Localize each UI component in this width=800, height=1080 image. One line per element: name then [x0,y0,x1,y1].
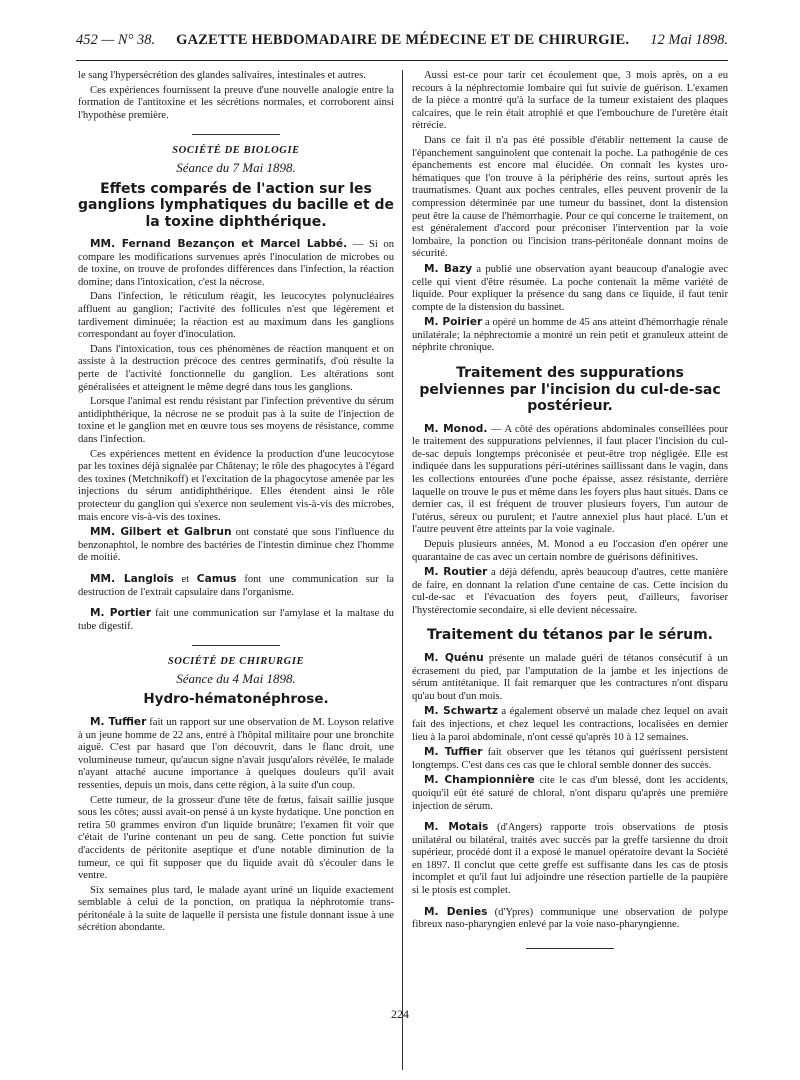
paragraph [412,316,728,355]
paragraph-text: a déjà défendu, après beaucoup d'autres, cette manière de faire, en donnant la relation d'une centaine de cas. Cette incision du cul-de-sac et l'évacuation des foyers peut, d'ailleurs, favoriser l'hystérectomie secondaire, si elle devient nécessaire. [412,567,728,616]
left-column [78,70,394,937]
author-name: M. Denies [424,905,488,918]
paragraph: Dans l'infection, le réticulum réagit, les leucocytes polynucléaires affluent au ganglion; l'activité des follicules n'est que légèrement et tardivement diminuée; la réaction est au maximum dans les ganglions correspondant au foyer d'inoculation. [78,291,394,341]
paragraph: Depuis plusieurs années, M. Monod a eu l'occasion d'en opérer une quarantaine de cas avec un certain nombre de guérisons définitives. [412,538,728,563]
article-title: Traitement du tétanos par le sérum. [427,627,713,644]
session-date: Séance du 4 Mai 1898. [176,670,296,686]
article-title: Traitement des suppurations pelviennes par l'incision du cul-de-sac postérieur. [419,365,721,415]
paragraph: Dans l'intoxication, tous ces phénomènes de réaction manquent et on assiste à la destruction précoce des centres germinatifs, d'où résulte la perte de l'activité fonctionnelle du ganglion. Les altérations sont généralisées et atteignent le même degré dans tous les ganglions. [78,343,394,393]
paragraph-text: a opéré un homme de 45 ans atteint d'hémorrhagie rénale unilatérale; la néphrectomie a montré un rein petit et granuleux atteint de néphrite chronique. [412,317,728,354]
paragraph [412,566,728,617]
author-name: M. Championnière [424,774,535,787]
society-heading: SOCIÉTÉ DE CHIRURGIE [167,656,305,668]
paragraph-text: et [173,573,197,585]
folio-number: 224 [391,1007,409,1021]
paragraph-text: — A côté des opérations abdominales conseillées pour le traitement des suppurations pelviennes, il faut placer l'incision du cul-de-sac depuis longtemps préconisée et peut-être trop négligée. Elle est indiquée dans les suppurations péri-utérines saillissant dans le vagin, dans les collections entourées d'une poche épaisse, assez résistante, derrière laquelle on trouve le pus et même dans les foyers plus haut situés. Dans ce dernier cas, il est fréquent de trouver plusieurs foyers, l'un autour de l'utérus, séreux ou purulent; et l'autre annexiel plus haut placé. L'un et l'autre peuvent être atteints par la voie vaginale. [412,423,728,536]
paragraph-text: fait un rapport sur une observation de M. Loyson relative à un jeune homme de 22 ans, entré à l'hôpital militaire pour une bronchite aiguë. C'est par hasard que l'on découvrit, dans le flanc droit, une volumineuse tumeur, qu'aucun signe n'avait jusqu'alors révélée, le malade n'ayant attaché aucune importance à quelques douleurs qu'il avait ressenties, depuis un mois, dans cette région, à la suite d'un coup. [78,716,394,791]
right-column [412,70,728,959]
author-name: M. Quénu [424,651,484,664]
paragraph: Lorsque l'animal est rendu résistant par l'infection préventive du sérum antidiphthérique, la nécrose ne se produit pas à la suite de l'injection de toxine et le ganglion met en œuvre tous ses moyens de résistance, comme dans l'infection. [78,396,394,445]
paragraph: le sang l'hypersécrétion des glandes salivaires, intestinales et autres. [78,70,366,81]
page-number: 452 — N° 38. [76,32,156,48]
paragraph [412,705,728,744]
paragraph-text: cite le cas d'un blessé, dont les accidents, quoiqu'il eût été saturé de chloral, n'ont disparu qu'après une première injection de sérum. [412,775,728,812]
paragraph: Six semaines plus tard, le malade ayant uriné un liquide exactement semblable à celui de la ponction, on pratiqua la néphrotomie trans-péritonéale à la suite de laquelle il persista une fistule donnant issue à une sécrétion abondante. [78,884,394,934]
article-title: Hydro-hématonéphrose. [143,691,329,708]
author-name: M. Poirier [424,316,483,329]
society-heading: SOCIÉTÉ DE BIOLOGIE [172,145,300,157]
paragraph-text: (d'Ypres) communique une observation de polype fibreux naso-pharyngien enlevé par la voie naso-pharyngienne. [412,906,728,931]
paragraph [412,906,728,932]
page-header [76,32,728,58]
header-rule [76,60,728,61]
paragraph [412,746,728,772]
paragraph-text: font une communication sur la destruction de l'extrait capsulaire dans l'organisme. [78,573,394,598]
paragraph [78,716,394,793]
paragraph: Cette tumeur, de la grosseur d'une tête de fœtus, faisait saillie jusque sous les côtes; aussi avait-on pensé à un kyste hydatique. Une ponction en retira 50 grammes environ d'un liquide brunâtre; l'examen fit voir que c'était de l'urine contenant un peu de sang. Cette ponction fut suivie d'accidents de péritonite aseptique et d'une notable diminution de la tumeur, ce qui fit supposer que du liquide avait dû s'écouler dans le ventre. [78,794,394,882]
section-divider [192,645,280,646]
end-rule [526,948,614,949]
paragraph-text: fait une communication sur l'amylase et la maltase du tube digestif. [78,608,394,632]
issue-date: 12 Mai 1898. [650,32,728,48]
paragraph [412,263,728,314]
paragraph-text: (d'Angers) rapporte trois observations de ptosis unilatéral ou bilatéral, traités avec succès par la greffe tarsienne du droit supérieur, procédé dont il a exposé le manuel opératoire devant la Société en 1897. Il conclut que cette greffe est suffisante dans les cas de ptosis incomplet et qu'il faut lui adjoindre une résection partielle de la paupière si le ptosis est complet. [412,822,728,897]
author-name: MM. Fernand Bezançon et Marcel Labbé. [90,238,348,251]
section-divider [192,134,280,135]
paragraph [412,652,728,703]
paragraph-text: a publié une observation ayant beaucoup d'analogie avec celle qui vient d'être résumée. La poche contenait la même variété de liquide. Pour expliquer la présence du sang dans ce liquide, il faut tenir compte de la distension du bassinet. [412,263,728,313]
paragraph [412,774,728,813]
paragraph [412,821,728,898]
author-name: Camus [196,572,237,585]
paragraph [78,526,394,565]
paragraph [78,607,394,633]
author-name: MM. Langlois [90,572,174,585]
author-name: M. Tuffier [424,746,483,759]
paragraph [412,423,728,537]
article-title: Effets comparés de l'action sur les ganglions lymphatiques du bacille et de la toxine diphthérique. [78,180,394,230]
author-name: M. Schwartz [424,705,498,718]
author-name: M. Routier [424,566,488,579]
paragraph: Ces expériences fournissent la preuve d'une nouvelle analogie entre la formation de l'antitoxine et les sécrétions normales, et corroborent ainsi l'hypothèse première. [78,84,394,121]
author-name: M. Portier [90,607,152,620]
author-name: M. Motais [424,821,489,834]
author-name: M. Tuffier [90,715,147,728]
author-name: M. Monod. [424,422,488,435]
column-divider [402,70,403,1070]
paragraph-text: fait observer que les tétanos qui guérissent persistent longtemps. C'est dans ces cas que le chloral semble donner des succès. [412,747,728,771]
paragraph-text: présente un malade guéri de tétanos consécutif à un écrasement du pied, par l'amputation de la jambe et les injections de sérum antitétanique. Il fait remarquer que les contractures n'ont disparu qu'au bout d'un mois. [412,652,728,702]
author-name: MM. Gilbert et Galbrun [90,526,232,539]
paragraph: Aussi est-ce pour tarir cet écoulement que, 3 mois après, on a eu recours à la néphrectomie lombaire qui fut suivie de guérison. L'examen de la pièce a montré qu'à la surface de la tumeur existaient des plaques calcaires, que le rein était atrophié et que l'embouchure de l'uretère était rétrécie. [412,70,728,132]
journal-title: GAZETTE HEBDOMADAIRE DE MÉDECINE ET DE CHIRURGIE. [176,32,630,48]
paragraph-text: — Si on compare les modifications survenues après l'inoculation de microbes ou de toxine, on trouve de profondes différences dans l'infection, la réaction domine; dans l'intoxication, c'est la nécrose. [78,239,394,288]
author-name: M. Bazy [424,262,473,275]
session-date: Séance du 7 Mai 1898. [176,159,296,175]
paragraph [78,573,394,599]
paragraph: Dans ce fait il n'a pas été possible d'établir nettement la cause de l'épanchement sanguinolent que contenait la poche. La pathogénie de ces épanchements est encore mal élucidée. On connaît les kystes uro-hématiques que l'on trouve à la périphérie des reins, surtout après les traumatismes. Quant aux poches centrales, elles peuvent provenir de la compression déterminée par une tumeur du bassinet, dont la distension peut être la cause de l'hémorrhagie. Pour ce qui concerne le traitement, on est généralement d'accord pour préconiser l'intervention par la voie lombaire, la ponction ou l'incision trans-péritonéale donnant moins de sécurité. [412,134,728,260]
paragraph-text: a également observé un malade chez lequel on avait fait des injections, et chez lequel les contractions, localisées en dernier lieu à la paroi abdominale, n'ont cessé qu'après 10 à 12 semaines. [412,706,728,743]
paragraph: Ces expériences mettent en évidence la production d'une leucocytose par les toxines déjà signalée par Châtenay; le rôle des phagocytes à l'égard des toxines (Metchnikoff) et l'excitation de la phagocytose amenée par les injections du sérum antidiphthérique. Elles étendent ainsi le rôle protecteur du ganglion qui s'exerce non seulement vis-à-vis des microbes, mais encore vis-à-vis des toxines. [78,448,394,523]
paragraph-text: ont constaté que sous l'influence du benzonaphtol, le nombre des bactéries de l'intestin diminue chez l'homme de moitié. [78,527,394,564]
paragraph [78,238,394,289]
